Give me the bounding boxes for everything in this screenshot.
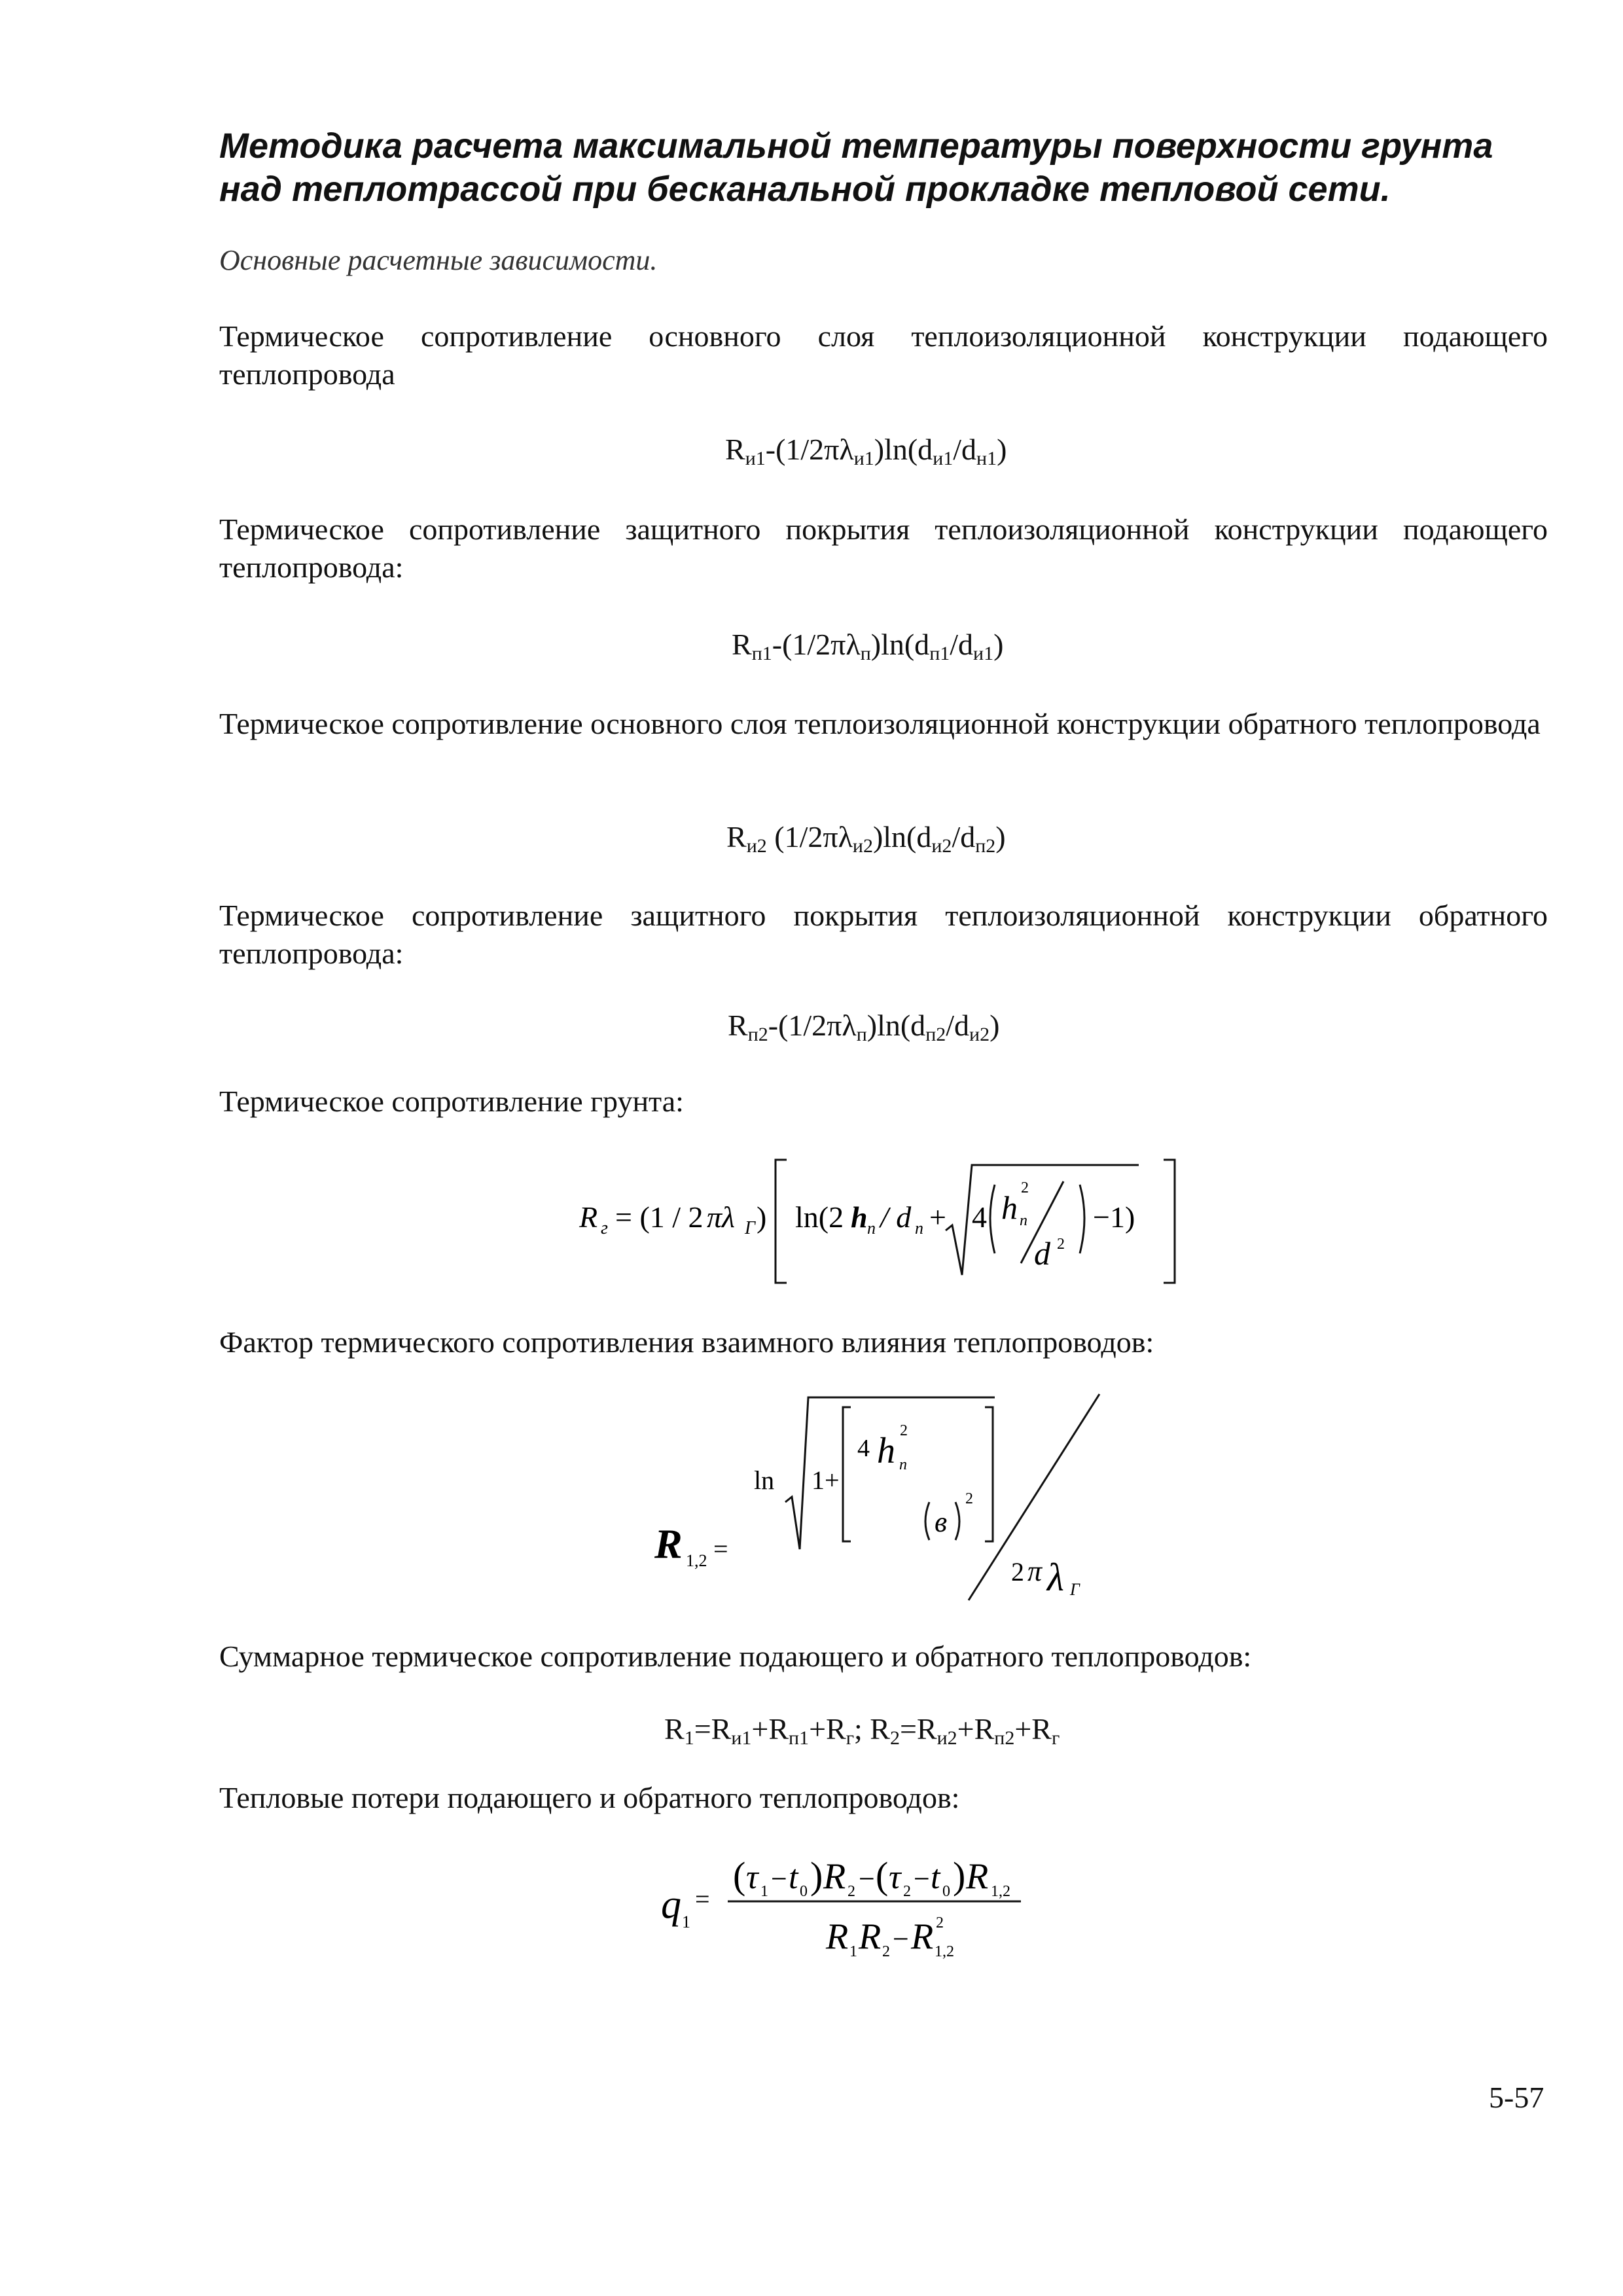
svg-text:п: п	[867, 1219, 876, 1238]
svg-text:h: h	[851, 1200, 868, 1234]
paragraph-heat-loss: Тепловые потери подающего и обратного теплопроводов:	[219, 1781, 960, 1814]
svg-text:πλ: πλ	[707, 1200, 735, 1234]
svg-text:4: 4	[972, 1200, 987, 1234]
svg-text:=: =	[695, 1884, 710, 1914]
svg-text:−: −	[859, 1863, 875, 1895]
svg-text:в: в	[935, 1506, 948, 1538]
svg-text:R: R	[823, 1856, 846, 1897]
svg-text:R: R	[579, 1200, 598, 1234]
svg-text:2: 2	[900, 1422, 908, 1439]
paragraph-return-insulation-resistance: Термическое сопротивление основного слоя теплоизоляционной конструкции обратного теплопровода	[219, 707, 1541, 740]
paragraph-supply-insulation-resistance: Термическое сопротивление основного слоя теплоизоляционной конструкции подающего теплопровода	[219, 319, 1548, 391]
svg-text:п: п	[1020, 1212, 1027, 1229]
svg-text:): )	[810, 1854, 823, 1897]
svg-text:2: 2	[936, 1914, 944, 1931]
svg-text:−: −	[771, 1863, 787, 1895]
formula-supply-insulation: $R_{и1}-(1/2\pi\lambda_{и1})\ln(d_{и1}/d_{н1})$	[725, 433, 1007, 469]
svg-text:п: п	[915, 1219, 923, 1238]
document-subtitle: Основные расчетные зависимости.	[219, 244, 658, 276]
formula-mutual-influence	[654, 1391, 1152, 1607]
svg-text:R: R	[911, 1916, 934, 1957]
svg-text:R: R	[654, 1520, 683, 1567]
svg-text:2: 2	[903, 1883, 911, 1900]
svg-text:1: 1	[682, 1912, 690, 1931]
formula-return-cover: $R_{п2}-(1/2\pi\lambda_п)\ln(d_{п2}/d_{и2})$	[728, 1009, 1000, 1045]
svg-text:t: t	[931, 1859, 940, 1896]
svg-text:R: R	[859, 1916, 882, 1957]
paragraph-total-resistance: Суммарное термическое сопротивление подающего и обратного теплопроводов:	[219, 1640, 1252, 1673]
svg-text:=: =	[713, 1534, 728, 1564]
svg-text:1,2: 1,2	[935, 1943, 954, 1960]
svg-text:(: (	[733, 1854, 746, 1897]
svg-text:h: h	[1001, 1189, 1018, 1226]
svg-text:2: 2	[882, 1943, 890, 1960]
svg-text:R: R	[966, 1856, 989, 1897]
svg-text:h: h	[877, 1431, 895, 1471]
page-number: 5-57	[1489, 2081, 1544, 2114]
svg-text:): )	[757, 1200, 767, 1234]
svg-text:ln: ln	[754, 1465, 775, 1495]
svg-text:+: +	[929, 1200, 946, 1234]
formula-supply-cover: $R_{п1}-(1/2\pi\lambda_п)\ln(d_{п1}/d_{и1})$	[732, 628, 1004, 664]
svg-text:/ d: / d	[880, 1200, 912, 1234]
svg-text:τ: τ	[746, 1859, 758, 1896]
svg-text:0: 0	[942, 1883, 950, 1900]
svg-text:ln(2: ln(2	[795, 1200, 844, 1234]
document-title: Методика расчета максимальной температуры поверхности грунта над теплотрассой при бесканальной прокладке тепловой сети.	[219, 126, 1493, 209]
paragraph-soil-resistance: Термическое сопротивление грунта:	[219, 1085, 684, 1118]
svg-text:d: d	[1034, 1235, 1050, 1272]
svg-text:1,2: 1,2	[991, 1883, 1010, 1900]
svg-text:2: 2	[965, 1490, 973, 1507]
svg-text:R: R	[826, 1916, 849, 1957]
svg-text:Г: Г	[745, 1218, 755, 1238]
svg-text:−: −	[893, 1923, 909, 1955]
svg-text:(: (	[876, 1854, 889, 1897]
formula-soil-resistance	[576, 1145, 1204, 1289]
svg-text:τ: τ	[889, 1859, 901, 1896]
paragraph-supply-cover-resistance: Термическое сопротивление защитного покрытия теплоизоляционной конструкции подающего теплопровода:	[219, 512, 1548, 584]
svg-text:): )	[953, 1854, 966, 1897]
svg-text:2: 2	[1057, 1236, 1065, 1253]
svg-text:1: 1	[760, 1883, 768, 1900]
svg-text:0: 0	[800, 1883, 808, 1900]
paragraph-return-cover-resistance: Термическое сопротивление защитного покрытия теплоизоляционной конструкции обратного теплопровода:	[219, 899, 1548, 970]
svg-text:1,2: 1,2	[686, 1551, 707, 1570]
svg-text:π: π	[1027, 1555, 1043, 1587]
svg-text:2: 2	[847, 1883, 855, 1900]
svg-text:1: 1	[849, 1943, 857, 1960]
formula-heat-loss	[654, 1836, 1126, 1973]
svg-text:2: 2	[1011, 1557, 1024, 1587]
svg-text:1+: 1+	[812, 1465, 840, 1495]
svg-text:Г: Г	[1070, 1580, 1080, 1599]
svg-text:λ: λ	[1047, 1556, 1064, 1599]
svg-text:2: 2	[1021, 1179, 1029, 1196]
svg-text:q: q	[661, 1882, 681, 1927]
formula-total-resistance: $R_1=R_{и1}+R_{п1}+R_г$; $R_2=R_{и2}+R_{п2}+R_г$	[664, 1712, 1060, 1749]
svg-text:t: t	[789, 1859, 798, 1896]
svg-text:−1): −1)	[1093, 1200, 1135, 1234]
svg-text:п: п	[899, 1456, 907, 1473]
paragraph-mutual-influence: Фактор термического сопротивления взаимного влияния теплопроводов:	[219, 1325, 1154, 1359]
svg-text:г: г	[601, 1218, 608, 1238]
formula-return-insulation: $R_{и2}$ $(1/2\pi\lambda_{и2})\ln(d_{и2}/d_{п2})$	[726, 820, 1006, 857]
svg-text:4: 4	[857, 1435, 870, 1462]
svg-text:−: −	[914, 1863, 930, 1895]
svg-text:= (1 / 2: = (1 / 2	[615, 1200, 704, 1234]
